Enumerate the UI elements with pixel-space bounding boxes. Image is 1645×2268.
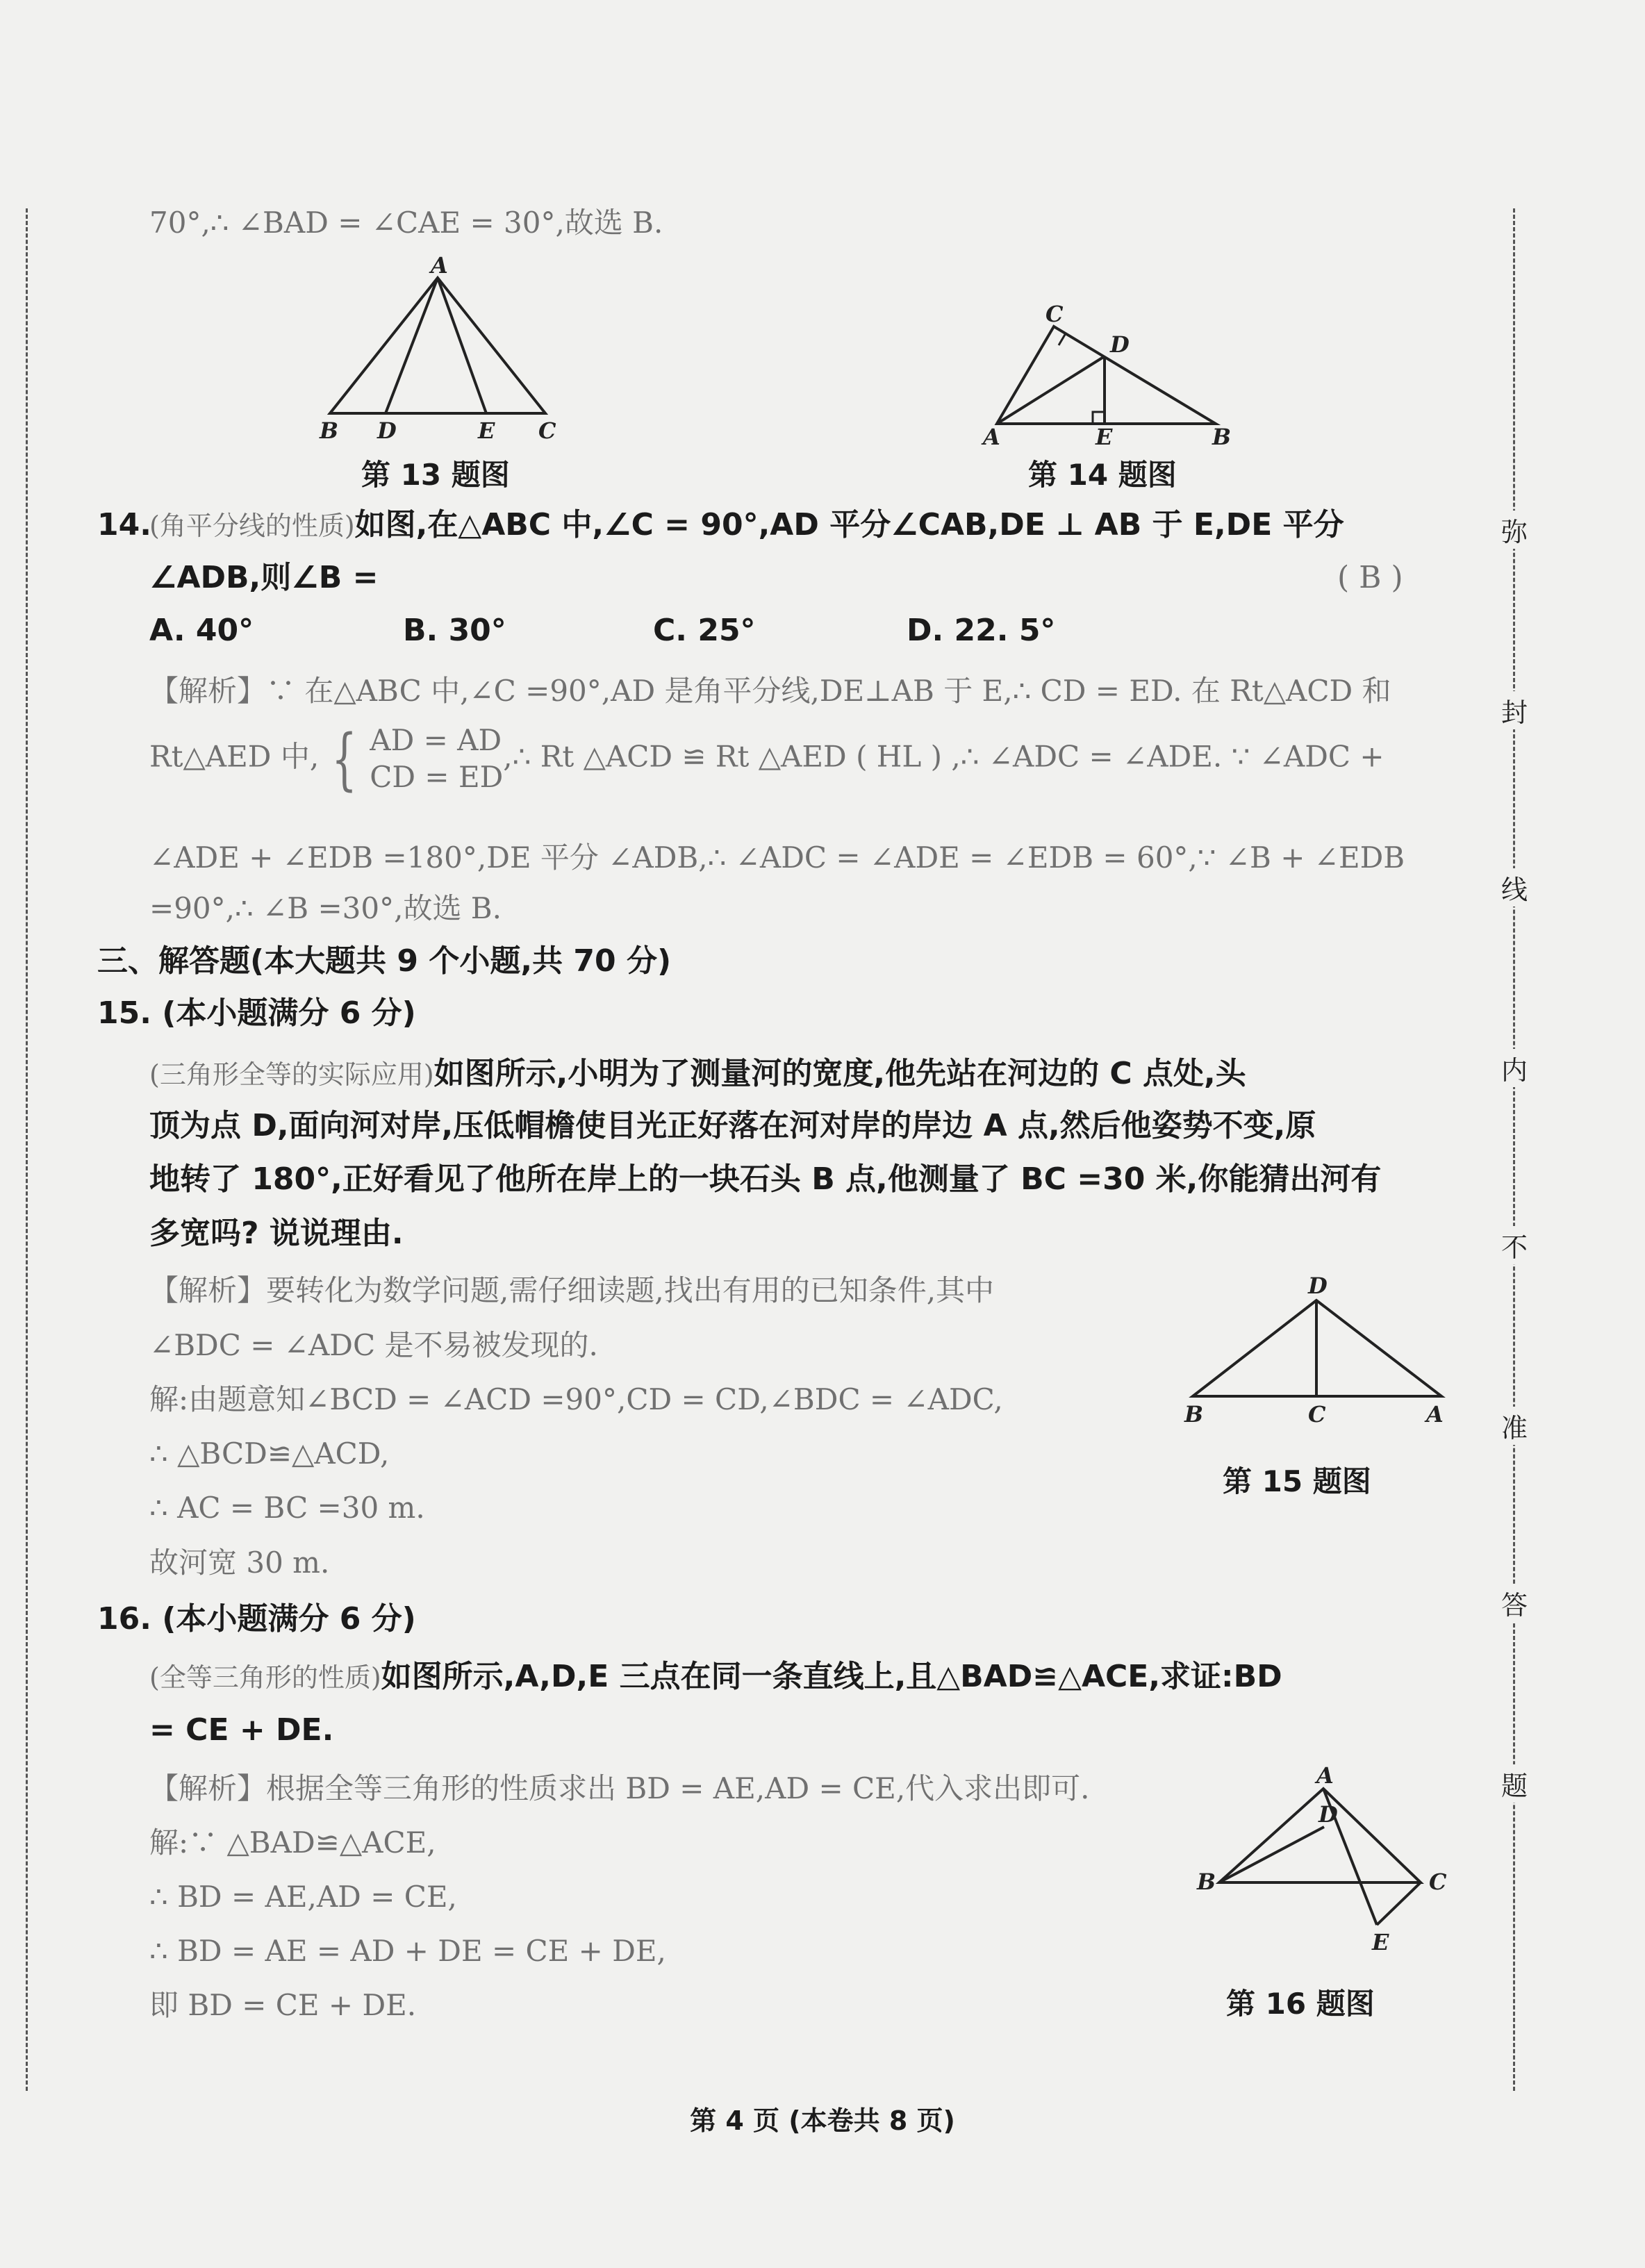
q16-stem-line2: = CE + DE. (149, 1712, 334, 1748)
label-E: E (478, 417, 495, 444)
q14-stem-line2: ∠ADB,则∠B = (149, 560, 379, 595)
seal-char: 线 (1494, 868, 1535, 907)
label-E: E (1372, 1929, 1389, 1955)
q14-analysis-line2 (149, 720, 1384, 798)
page-footer: 第 4 页 (本卷共 8 页) (690, 2105, 955, 2136)
figure-15 (1177, 1271, 1462, 1427)
right-binding-line (1513, 208, 1515, 2091)
q14-option-c: C. 25° (653, 613, 756, 648)
label-E: E (1096, 424, 1113, 450)
carryover-analysis: 70°,∴ ∠BAD = ∠CAE = 30°,故选 B. (149, 206, 663, 240)
q14-stem-line1 (149, 507, 1344, 544)
left-binding-line (26, 208, 28, 2091)
figure-13-caption: 第 13 题图 (361, 458, 510, 492)
section-heading: 三、解答题(本大题共 9 个小题,共 70 分) (97, 943, 672, 979)
q14-answer: ( B ) (1337, 560, 1403, 595)
figure-14-caption: 第 14 题图 (1028, 458, 1177, 492)
q15-text1: 如图所示,小明为了测量河的宽度,他先站在河边的 C 点处,头 (433, 1056, 1246, 1091)
label-A: A (1426, 1401, 1444, 1427)
q14-number: 14. (97, 507, 151, 543)
q14-option-b: B. 30° (403, 613, 506, 648)
label-B: B (320, 417, 339, 444)
q16-solution-line1: 解:∵ △BAD≌△ACE, (149, 1826, 436, 1860)
seal-char: 弥 (1494, 511, 1535, 549)
q15-analysis-line2: ∠BDC = ∠ADC 是不易被发现的. (149, 1328, 598, 1362)
q14-analysis-lead: Rt△AED 中, (149, 739, 320, 774)
q15-stem-line3: 地转了 180°,正好看见了他所在岸上的一块石头 B 点,他测量了 BC =30 米,你能猜出河有 (149, 1161, 1382, 1197)
system-eq2: CD = ED (370, 759, 504, 794)
figure-13 (316, 254, 566, 448)
label-D: D (377, 417, 397, 444)
q14-option-a: A. 40° (149, 613, 254, 648)
q15-solution-line4: 故河宽 30 m. (149, 1546, 330, 1580)
label-A: A (431, 252, 448, 279)
label-D: D (1319, 1801, 1338, 1828)
label-D: D (1308, 1273, 1328, 1299)
q15-analysis-line1: 【解析】要转化为数学问题,需仔细读题,找出有用的已知条件,其中 (149, 1273, 995, 1307)
figure-15-caption: 第 15 题图 (1223, 1464, 1371, 1498)
q15-stem-line1 (149, 1056, 1246, 1093)
equation-system (370, 722, 503, 795)
system-brace: { (331, 720, 358, 798)
figure-16 (1184, 1761, 1462, 1955)
label-B: B (1184, 1401, 1204, 1427)
figure-16-caption: 第 16 题图 (1226, 1987, 1375, 2021)
q14-text1: 如图,在△ABC 中,∠C = 90°,AD 平分∠CAB,DE ⊥ AB 于 E,DE 平分 (354, 507, 1344, 543)
label-C: C (538, 417, 556, 444)
label-A: A (1316, 1762, 1334, 1789)
q15-solution-line1: 解:由题意知∠BCD = ∠ACD =90°,CD = CD,∠BDC = ∠ADC, (149, 1382, 1003, 1416)
q15-stem-line2: 顶为点 D,面向河对岸,压低帽檐使目光正好落在河对岸的岸边 A 点,然后他姿势不变,原 (149, 1108, 1316, 1143)
seal-char: 题 (1494, 1764, 1535, 1803)
q15-header (97, 995, 416, 1032)
q14-analysis-line1: 【解析】∵ 在△ABC 中,∠C =90°,AD 是角平分线,DE⊥AB 于 E,∴ CD = ED. 在 Rt△ACD 和 (149, 674, 1391, 708)
label-D: D (1110, 331, 1130, 358)
figure-14 (976, 302, 1240, 448)
q15-number: 15. (97, 995, 151, 1031)
q16-solution-line4: 即 BD = CE + DE. (149, 1988, 417, 2022)
label-C: C (1429, 1869, 1447, 1895)
q15-solution-line3: ∴ AC = BC =30 m. (149, 1491, 425, 1525)
q14-topic: (角平分线的性质) (149, 511, 355, 541)
q16-topic: (全等三角形的性质) (149, 1662, 381, 1693)
seal-char: 内 (1494, 1049, 1535, 1087)
q14-analysis-tail: ,∴ Rt △ACD ≌ Rt △AED ( HL ) ,∴ ∠ADC = ∠ADE. ∵ ∠ADC + (503, 739, 1384, 774)
q14-option-d: D. 22. 5° (907, 613, 1056, 648)
seal-char: 不 (1494, 1226, 1535, 1264)
label-B: B (1212, 424, 1232, 450)
q16-score: (本小题满分 6 分) (162, 1601, 416, 1637)
q15-score: (本小题满分 6 分) (162, 995, 416, 1031)
q16-solution-line2: ∴ BD = AE,AD = CE, (149, 1880, 457, 1914)
seal-char: 答 (1494, 1584, 1535, 1622)
label-C: C (1308, 1401, 1326, 1427)
label-C: C (1045, 301, 1064, 327)
q16-number: 16. (97, 1601, 151, 1637)
seal-char: 准 (1494, 1407, 1535, 1445)
q14-analysis-line3: ∠ADE + ∠EDB =180°,DE 平分 ∠ADB,∴ ∠ADC = ∠ADE = ∠EDB = 60°,∵ ∠B + ∠EDB (149, 841, 1405, 875)
label-A: A (983, 424, 1000, 450)
q14-analysis-line4: =90°,∴ ∠B =30°,故选 B. (149, 891, 502, 925)
q16-header (97, 1601, 416, 1638)
q15-stem-line4: 多宽吗? 说说理由. (149, 1216, 404, 1251)
q16-stem-line1 (149, 1659, 1282, 1696)
q15-topic: (三角形全等的实际应用) (149, 1059, 434, 1090)
seal-char: 封 (1494, 691, 1535, 729)
label-B: B (1197, 1869, 1216, 1895)
q16-text1: 如图所示,A,D,E 三点在同一条直线上,且△BAD≌△ACE,求证:BD (381, 1659, 1282, 1694)
system-eq1: AD = AD (370, 723, 502, 757)
q16-solution-line3: ∴ BD = AE = AD + DE = CE + DE, (149, 1934, 666, 1968)
q15-solution-line2: ∴ △BCD≌△ACD, (149, 1437, 390, 1471)
q16-analysis-line1: 【解析】根据全等三角形的性质求出 BD = AE,AD = CE,代入求出即可. (149, 1771, 1090, 1805)
